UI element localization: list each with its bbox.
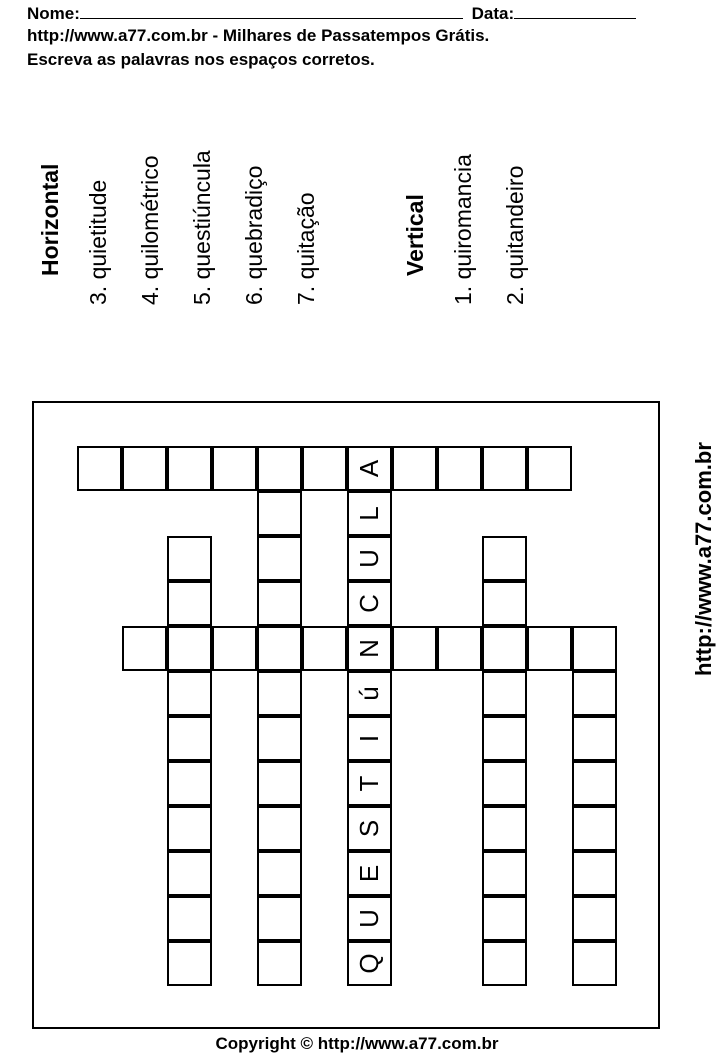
clue-horizontal-6: 6. quebradiço xyxy=(241,165,267,305)
crossword-frame xyxy=(32,401,660,1029)
crossword-cell[interactable] xyxy=(347,716,392,761)
name-blank[interactable] xyxy=(80,3,463,19)
cell-letter: U xyxy=(354,549,384,568)
crossword-cell[interactable] xyxy=(482,896,527,941)
site-line: http://www.a77.com.br - Milhares de Passatempos Grátis. xyxy=(27,26,490,45)
clue-vertical-1: 1. quiromancia xyxy=(450,154,476,305)
crossword-cell[interactable] xyxy=(257,716,302,761)
crossword-cell[interactable] xyxy=(167,446,212,491)
copyright-footer: Copyright © http://www.a77.com.br xyxy=(215,1034,499,1053)
crossword-cell[interactable] xyxy=(347,941,392,986)
cell-letter: T xyxy=(354,775,384,792)
crossword-cell[interactable] xyxy=(347,806,392,851)
crossword-cell[interactable] xyxy=(167,581,212,626)
name-line xyxy=(27,3,636,24)
crossword-cell[interactable] xyxy=(482,536,527,581)
crossword-cell[interactable] xyxy=(167,896,212,941)
cell-letter: E xyxy=(354,864,384,883)
crossword-cell[interactable] xyxy=(482,671,527,716)
crossword-cell[interactable] xyxy=(572,671,617,716)
crossword-cell[interactable] xyxy=(437,626,482,671)
crossword-cell[interactable] xyxy=(257,896,302,941)
crossword-cell[interactable] xyxy=(392,446,437,491)
crossword-cell[interactable] xyxy=(572,626,617,671)
crossword-cell[interactable] xyxy=(572,716,617,761)
crossword-cell[interactable] xyxy=(482,626,527,671)
crossword-cell[interactable] xyxy=(482,761,527,806)
crossword-cell[interactable] xyxy=(527,626,572,671)
crossword-cell[interactable] xyxy=(527,446,572,491)
date-label: Data: xyxy=(471,4,515,23)
crossword-cell[interactable] xyxy=(347,761,392,806)
crossword-cell[interactable] xyxy=(167,851,212,896)
name-label: Nome: xyxy=(27,4,80,23)
crossword-cell[interactable] xyxy=(167,626,212,671)
side-url: http://www.a77.com.br xyxy=(691,442,716,676)
crossword-cell[interactable] xyxy=(347,581,392,626)
cell-letter: I xyxy=(354,734,384,743)
crossword-cell[interactable] xyxy=(347,491,392,536)
crossword-cell[interactable] xyxy=(347,536,392,581)
crossword-cell[interactable] xyxy=(572,806,617,851)
crossword-cell[interactable] xyxy=(257,626,302,671)
crossword-cell[interactable] xyxy=(437,446,482,491)
clue-horizontal-3: 3. quietitude xyxy=(85,179,111,305)
cell-letter: ú xyxy=(354,686,384,701)
crossword-cell[interactable] xyxy=(302,446,347,491)
crossword-cell[interactable] xyxy=(257,491,302,536)
cell-letter: U xyxy=(354,909,384,928)
crossword-cell[interactable] xyxy=(347,626,392,671)
crossword-cell[interactable] xyxy=(257,851,302,896)
crossword-cell[interactable] xyxy=(167,761,212,806)
cell-letter: L xyxy=(354,506,384,521)
crossword-cell[interactable] xyxy=(347,896,392,941)
crossword-cell[interactable] xyxy=(257,761,302,806)
crossword-cell[interactable] xyxy=(122,626,167,671)
crossword-cell[interactable] xyxy=(212,446,257,491)
crossword-cell[interactable] xyxy=(167,536,212,581)
crossword-cell[interactable] xyxy=(257,671,302,716)
crossword-cell[interactable] xyxy=(167,806,212,851)
instructions: Escreva as palavras nos espaços corretos. xyxy=(27,50,375,69)
cell-letter: C xyxy=(354,594,384,613)
crossword-cell[interactable] xyxy=(347,851,392,896)
crossword-cell[interactable] xyxy=(347,446,392,491)
crossword-cell[interactable] xyxy=(257,446,302,491)
crossword-cell[interactable] xyxy=(482,806,527,851)
crossword-cell[interactable] xyxy=(392,626,437,671)
crossword-cell[interactable] xyxy=(482,941,527,986)
crossword-cell[interactable] xyxy=(167,671,212,716)
clue-horizontal-7: 7. quitação xyxy=(293,192,319,305)
crossword-cell[interactable] xyxy=(482,716,527,761)
cell-letter: Q xyxy=(354,953,384,974)
clue-horizontal-4: 4. quilométrico xyxy=(137,155,163,305)
crossword-cell[interactable] xyxy=(347,671,392,716)
crossword-cell[interactable] xyxy=(572,761,617,806)
horizontal-title: Horizontal xyxy=(37,163,63,276)
crossword-cell[interactable] xyxy=(257,941,302,986)
clue-vertical-2: 2. quitandeiro xyxy=(502,165,528,305)
crossword-cell[interactable] xyxy=(572,851,617,896)
crossword-cell[interactable] xyxy=(257,581,302,626)
crossword-cell[interactable] xyxy=(167,716,212,761)
date-blank[interactable] xyxy=(514,3,636,19)
cell-letter: S xyxy=(354,819,384,838)
crossword-cell[interactable] xyxy=(212,626,257,671)
crossword-cell[interactable] xyxy=(257,536,302,581)
crossword-cell[interactable] xyxy=(572,896,617,941)
crossword-cell[interactable] xyxy=(572,941,617,986)
crossword-cell[interactable] xyxy=(77,446,122,491)
vertical-title: Vertical xyxy=(402,194,428,276)
clue-horizontal-5: 5. questiúncula xyxy=(189,150,215,305)
crossword-cell[interactable] xyxy=(482,446,527,491)
crossword-cell[interactable] xyxy=(482,851,527,896)
crossword-cell[interactable] xyxy=(482,581,527,626)
crossword-cell[interactable] xyxy=(257,806,302,851)
cell-letter: N xyxy=(354,639,384,658)
crossword-cell[interactable] xyxy=(302,626,347,671)
crossword-cell[interactable] xyxy=(122,446,167,491)
cell-letter: A xyxy=(354,459,384,478)
crossword-cell[interactable] xyxy=(167,941,212,986)
